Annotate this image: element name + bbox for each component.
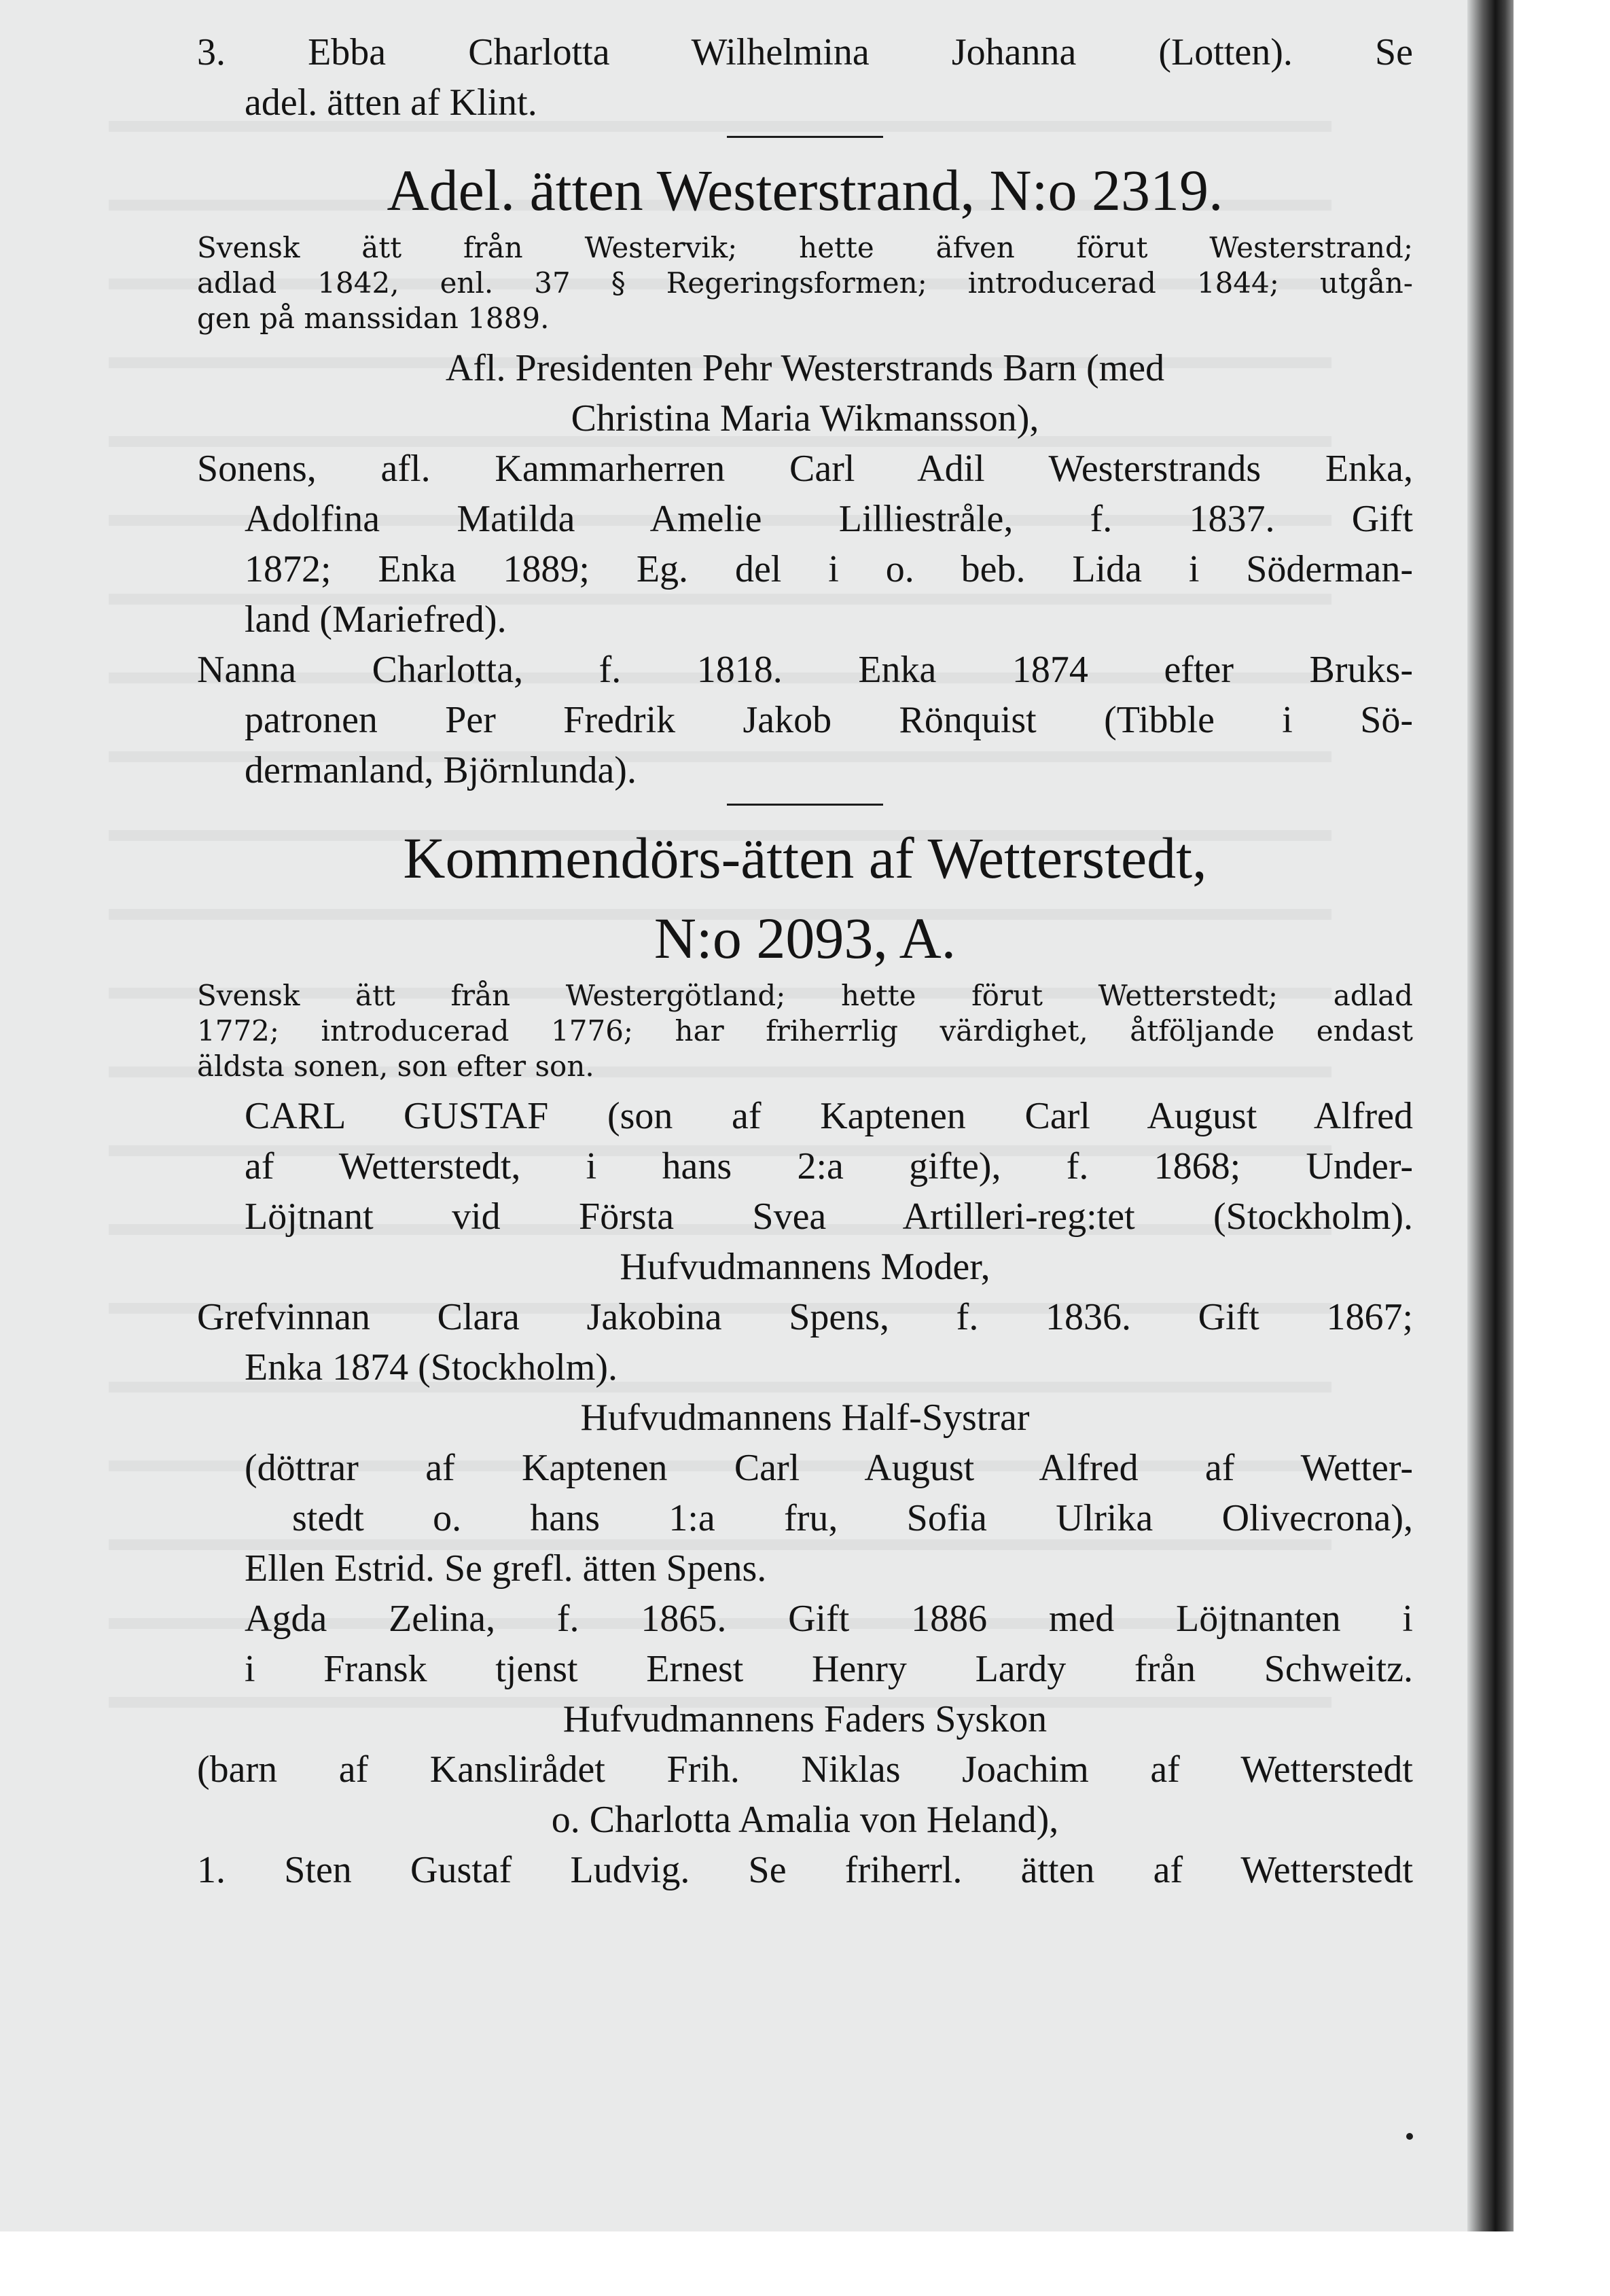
section-divider [727,136,883,138]
wetterstedt-intro-line-2: 1772; introducerad 1776; har friherrlig värdighet, åtföljande endast [197,1014,1413,1047]
ellen-entry: Ellen Estrid. Se grefl. ätten Spens. [245,1547,767,1590]
nanna-line-2: patronen Per Fredrik Jakob Rönquist (Tibble i Sö- [245,699,1413,741]
entry-ebba-line-2: adel. ätten af Klint. [245,82,537,124]
faders-syskon-line-1: (barn af Kanslirådet Frih. Niklas Joachim af Wetterstedt [197,1748,1413,1791]
agda-line-2: i Fransk tjenst Ernest Henry Lardy från Schweitz. [245,1648,1413,1690]
westerstrand-intro-line-1: Svensk ätt från Westervik; hette äfven förut Westerstrand; [197,231,1413,264]
carl-line-2: af Wetterstedt, i hans 2:a gifte), f. 1868; Under- [245,1145,1413,1187]
book-spine-shadow [1467,0,1514,2231]
afl-line-2: Christina Maria Wikmansson), [571,397,1039,440]
sonens-line-2: Adolfina Matilda Amelie Lilliestråle, f. 1837. Gift [245,498,1413,540]
moder-line-1: Grefvinnan Clara Jakobina Spens, f. 1836. Gift 1867; [197,1296,1413,1338]
half-systrar-line-1: (döttrar af Kaptenen Carl August Alfred af Wetter- [245,1447,1413,1489]
section-divider-2 [727,804,883,806]
afl-line-1: Afl. Presidenten Pehr Westerstrands Barn (med [445,347,1165,389]
section-heading-westerstrand: Adel. ätten Westerstrand, N:o 2319. [387,158,1223,223]
section-heading-wetterstedt: Kommendörs-ätten af Wetterstedt, [403,825,1207,891]
carl-line-1: CARL GUSTAF (son af Kaptenen Carl August Alfred [245,1095,1413,1137]
sonens-line-4: land (Mariefred). [245,598,507,641]
agda-line-1: Agda Zelina, f. 1865. Gift 1886 med Löjtnanten i [245,1598,1413,1640]
page-content [197,27,1413,1895]
half-systrar-heading: Hufvudmannens Half-Systrar [580,1397,1030,1439]
carl-line-3: Löjtnant vid Första Svea Artilleri-reg:tet (Stockholm). [245,1196,1413,1238]
moder-line-2: Enka 1874 (Stockholm). [245,1346,618,1388]
section-heading-wetterstedt-number: N:o 2093, A. [654,905,956,971]
westerstrand-intro-line-2: adlad 1842, enl. 37 § Regeringsformen; introducerad 1844; utgån- [197,266,1413,300]
wetterstedt-intro-line-3: äldsta sonen, son efter son. [197,1050,594,1083]
faders-syskon-heading: Hufvudmannens Faders Syskon [562,1698,1048,1740]
ink-speck [1406,2133,1413,2140]
sonens-line-1: Sonens, afl. Kammarherren Carl Adil Westerstrands Enka, [197,448,1413,490]
half-systrar-line-2: stedt o. hans 1:a fru, Sofia Ulrika Olivecrona), [292,1497,1413,1539]
sonens-line-3: 1872; Enka 1889; Eg. del i o. beb. Lida i Söderman- [245,548,1413,590]
entry-ebba-line-1: 3. Ebba Charlotta Wilhelmina Johanna (Lotten). Se [197,31,1413,73]
faders-syskon-line-2: o. Charlotta Amalia von Heland), [551,1799,1059,1841]
nanna-line-3: dermanland, Björnlunda). [245,749,637,791]
sten-entry: 1. Sten Gustaf Ludvig. Se friherrl. ätten af Wetterstedt [197,1849,1413,1891]
westerstrand-intro-line-3: gen på manssidan 1889. [197,302,550,335]
moder-heading: Hufvudmannens Moder, [620,1246,990,1288]
wetterstedt-intro-line-1: Svensk ätt från Westergötland; hette förut Wetterstedt; adlad [197,979,1413,1012]
nanna-line-1: Nanna Charlotta, f. 1818. Enka 1874 efter Bruks- [197,649,1413,691]
